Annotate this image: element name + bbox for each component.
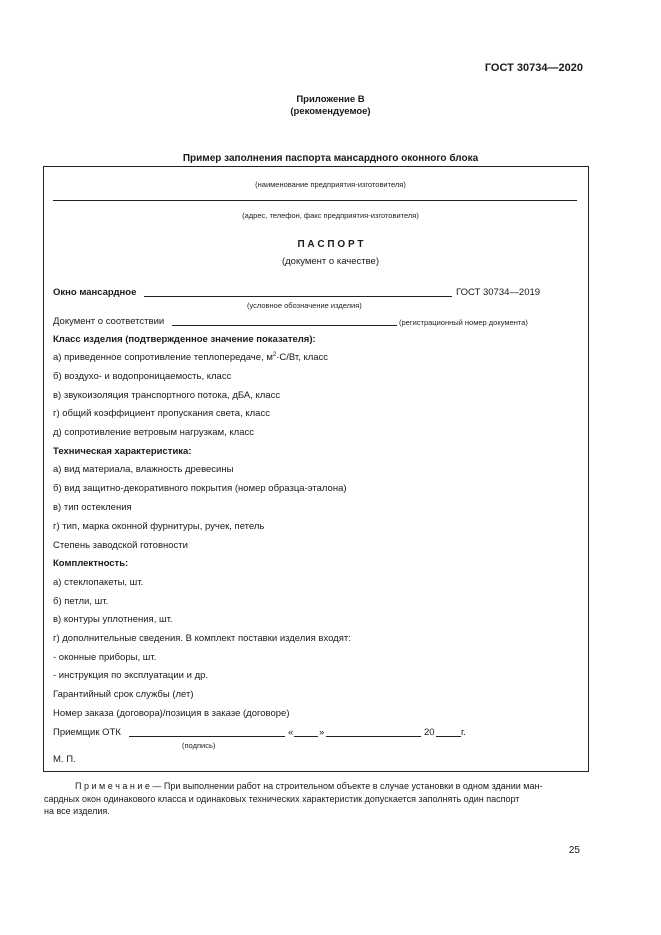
date-quote-close: » (319, 727, 325, 738)
standard-number: ГОСТ 30734—2020 (484, 62, 583, 74)
warranty: Гарантийный срок службы (лет) (53, 689, 194, 700)
date-year-line (436, 736, 461, 737)
passport-subtitle: (документ о качестве) (281, 256, 380, 267)
class-a: а) приведенное сопротивление теплопередаче, $м^2\cdot С/Вт$, класс (53, 352, 329, 363)
address-caption: (адрес, телефон, факс предприятия-изготовителя) (242, 211, 419, 220)
set-d: г) дополнительные сведения. В комплект поставки изделия входят: (53, 633, 351, 644)
stamp-label: М. П. (53, 754, 76, 765)
appendix-subtitle: (рекомендуемое) (290, 106, 371, 117)
set-b: б) петли, шт. (53, 596, 109, 607)
tech-a: а) вид материала, влажность древесины (53, 464, 234, 475)
passport-title: П А С П О Р Т (297, 239, 364, 250)
class-d: г) общий коэффициент пропускания света, класс (53, 408, 270, 419)
class-b: б) воздухо- и водопроницаемость, класс (53, 371, 232, 382)
date-year-prefix: 20 (424, 727, 435, 738)
date-quote-open: « (288, 727, 294, 738)
date-year-suffix: г. (461, 727, 466, 738)
set-a: а) стеклопакеты, шт. (53, 577, 144, 588)
date-month-line (326, 736, 421, 737)
note-line-2: сардных окон одинакового класса и одинаковых технических характеристик допускается заполнять один паспорт (44, 794, 520, 804)
tech-c: в) тип остекления (53, 502, 132, 513)
class-c: в) звукоизоляция транспортного потока, дБА, класс (53, 390, 281, 401)
tech-d: г) тип, марка оконной фурнитуры, ручек, петель (53, 521, 265, 532)
tech-heading: Техническая характеристика: (53, 446, 192, 457)
order-number: Номер заказа (договора)/позиция в заказе (договоре) (53, 708, 290, 719)
set-c: в) контуры уплотнения, шт. (53, 614, 173, 625)
registration-caption: (регистрационный номер документа) (399, 318, 528, 327)
conformity-line (172, 325, 397, 326)
readiness: Степень заводской готовности (53, 540, 188, 551)
page-number: 25 (568, 845, 580, 856)
set-d-manual: - инструкция по эксплуатации и др. (53, 670, 209, 681)
inspector-label: Приемщик ОТК (53, 727, 121, 738)
manufacturer-caption: (наименование предприятия-изготовителя) (255, 180, 406, 189)
signature-line (129, 736, 285, 737)
signature-caption: (подпись) (182, 741, 216, 750)
class-e: д) сопротивление ветровым нагрузкам, класс (53, 427, 254, 438)
example-title: Пример заполнения паспорта мансардного оконного блока (182, 153, 479, 164)
conformity-label: Документ о соответствии (53, 316, 165, 327)
date-day-line (294, 736, 318, 737)
designation-caption: (условное обозначение изделия) (247, 301, 362, 310)
window-designation-line (144, 296, 452, 297)
set-d-devices: - оконные приборы, шт. (53, 652, 157, 663)
note-line-1: П р и м е ч а н и е — При выполнении работ на строительном объекте в случае установки в одном здании ман- (75, 781, 543, 791)
class-heading: Класс изделия (подтвержденное значение показателя): (53, 334, 316, 345)
appendix-title: Приложение В (296, 94, 365, 105)
address-line (53, 200, 577, 201)
window-standard: ГОСТ 30734—2019 (456, 287, 541, 298)
tech-b: б) вид защитно-декоративного покрытия (номер образца-эталона) (53, 483, 347, 494)
set-heading: Комплектность: (53, 558, 129, 569)
note-line-3: на все изделия. (44, 806, 110, 816)
window-label: Окно мансардное (53, 287, 137, 298)
